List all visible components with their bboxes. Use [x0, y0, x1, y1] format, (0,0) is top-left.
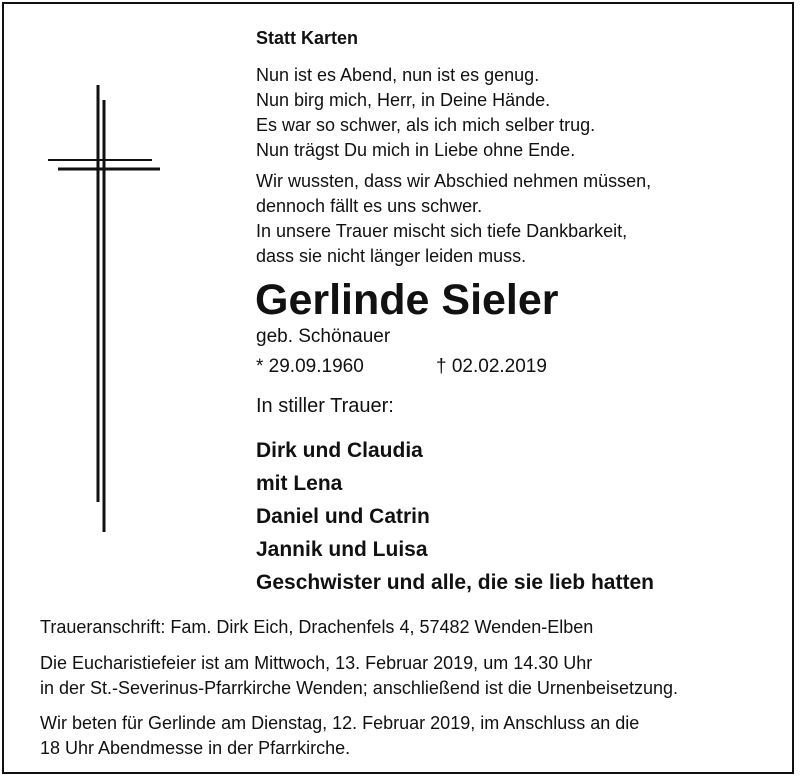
mourning-label: In stiller Trauer:	[256, 395, 394, 417]
verse-line: In unsere Trauer mischt sich tiefe Dankbarkeit,	[256, 221, 628, 241]
mourning-address	[40, 615, 593, 640]
address-line: Traueranschrift: Fam. Dirk Eich, Drachenfels 4, 57482 Wenden-Elben	[40, 617, 594, 637]
deceased-name: Gerlinde Sieler	[255, 276, 559, 324]
service-line: Die Eucharistiefeier ist am Mittwoch, 13. Februar 2019, um 14.30 Uhr	[40, 653, 593, 673]
birth-date: * 29.09.1960	[256, 356, 364, 377]
verse-line: Nun ist es Abend, nun ist es genug.	[256, 65, 540, 85]
death-date: † 02.02.2019	[436, 356, 547, 377]
verse-line: Nun trägst Du mich in Liebe ohne Ende.	[256, 140, 576, 160]
mourner-line: Daniel und Catrin	[256, 505, 430, 528]
mourner-line: Dirk und Claudia	[256, 439, 423, 462]
service-info	[40, 651, 678, 701]
verse-line: dennoch fällt es uns schwer.	[256, 196, 483, 216]
cross-icon	[0, 0, 200, 540]
verse-line: Nun birg mich, Herr, in Deine Hände.	[256, 90, 551, 110]
birth-name: geb. Schönauer	[256, 326, 391, 347]
prayer-line: Wir beten für Gerlinde am Dienstag, 12. Februar 2019, im Anschluss an die	[40, 713, 640, 733]
service-line: in der St.-Severinus-Pfarrkirche Wenden; anschließend ist die Urnenbeisetzung.	[40, 678, 678, 698]
verse-line: Es war so schwer, als ich mich selber trug.	[256, 115, 596, 135]
prayer-line: 18 Uhr Abendmesse in der Pfarrkirche.	[40, 738, 351, 758]
prayer-info	[40, 711, 639, 761]
verse-line: Wir wussten, dass wir Abschied nehmen müssen,	[256, 171, 652, 191]
heading: Statt Karten	[256, 28, 359, 48]
mourner-line: Jannik und Luisa	[256, 538, 428, 561]
verse-line: dass sie nicht länger leiden muss.	[256, 246, 527, 266]
mourners-list	[256, 434, 654, 599]
mourner-line: Geschwister und alle, die sie lieb hatten	[256, 571, 654, 594]
verse-2	[256, 169, 651, 269]
verse-1	[256, 63, 595, 163]
mourner-line: mit Lena	[256, 472, 343, 495]
